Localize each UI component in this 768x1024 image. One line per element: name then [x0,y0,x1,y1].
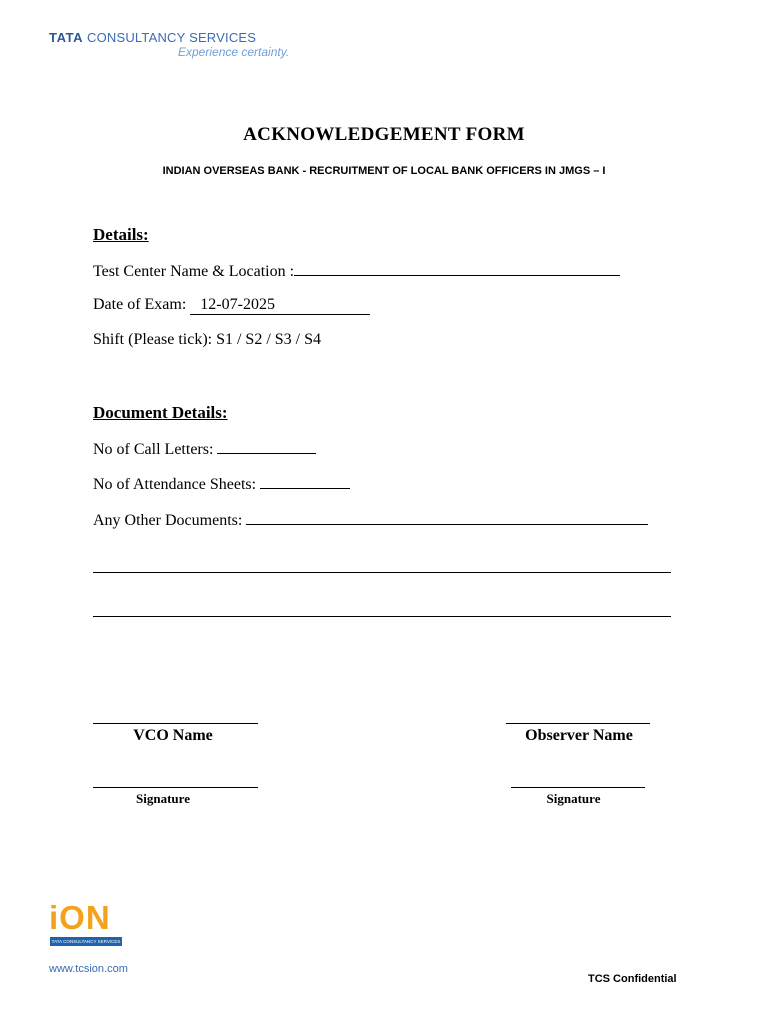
tcs-brand-name: TATA CONSULTANCY SERVICES [49,30,257,45]
document-details-heading: Document Details: [93,403,228,422]
other-documents-blank[interactable] [246,510,648,525]
observer-name-label: Observer Name [525,727,633,744]
other-documents-field [93,510,648,530]
test-center-blank[interactable] [294,261,620,276]
other-documents-label: Any Other Documents: [93,512,247,529]
test-center-field [93,261,620,281]
observer-signature-label: Signature [546,791,601,806]
shift-field: Shift (Please tick): S1 / S2 / S3 / S4 [93,331,322,348]
vco-name-label: VCO Name [133,727,213,744]
ion-logo-bar: TATA CONSULTANCY SERVICES [51,939,121,944]
attendance-sheets-field [93,474,350,494]
footer-url[interactable]: www.tcsion.com [49,963,128,975]
other-documents-line-2[interactable] [93,572,671,573]
ion-logo-text: iON [49,899,111,936]
call-letters-blank[interactable] [217,439,316,454]
ion-logo [49,899,125,951]
date-of-exam-field [93,296,370,315]
attendance-sheets-blank[interactable] [260,474,350,489]
date-of-exam-label: Date of Exam: [93,296,191,313]
attendance-sheets-label: No of Attendance Sheets: [93,476,261,493]
observer-signature-line[interactable] [511,787,645,788]
tcs-logo [49,28,309,64]
form-subtitle: INDIAN OVERSEAS BANK - RECRUITMENT OF LOCAL BANK OFFICERS IN JMGS – I [162,165,606,177]
vco-signature-line[interactable] [93,787,258,788]
form-title: ACKNOWLEDGEMENT FORM [243,124,525,145]
vco-name-line[interactable] [93,723,258,724]
vco-signature-label: Signature [136,791,190,806]
call-letters-label: No of Call Letters: [93,441,218,458]
other-documents-line-3[interactable] [93,616,671,617]
details-heading: Details: [93,225,149,244]
date-of-exam-value[interactable]: 12-07-2025 [190,296,370,315]
observer-name-line[interactable] [506,723,650,724]
confidential-label: TCS Confidential [588,973,677,985]
test-center-label: Test Center Name & Location : [93,263,295,280]
tcs-tagline: Experience certainty. [178,45,290,59]
call-letters-field [93,439,316,459]
